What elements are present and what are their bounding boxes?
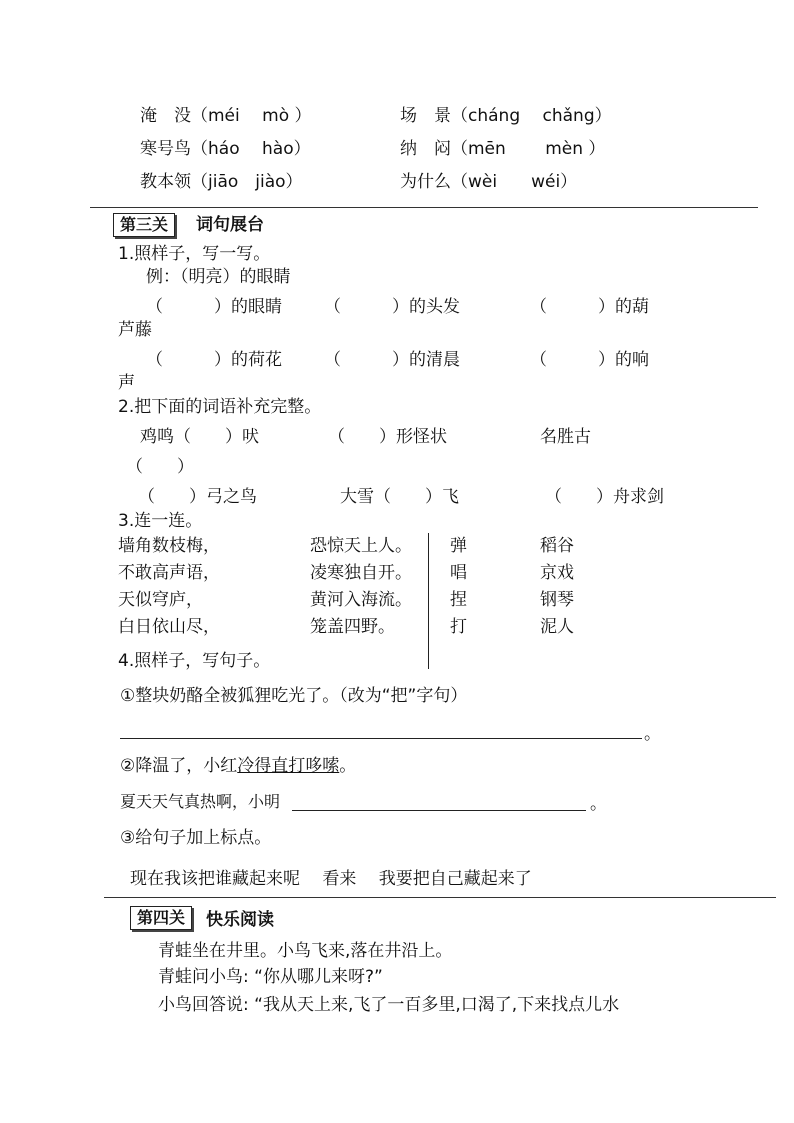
q4-sentence2	[120, 756, 356, 776]
q2-idiom-c: 名胜古	[540, 427, 591, 447]
q3-column-divider	[428, 533, 429, 669]
q4-punctuation-text: 现在我该把谁藏起来呢 看来 我要把自己藏起来了	[130, 869, 532, 889]
q4-answer-line2[interactable]	[292, 810, 586, 811]
q3-left-item: 墙角数枝梅，	[118, 536, 220, 556]
q3-verb: 打	[450, 617, 467, 637]
q3-mid-item: 恐惊天上人。	[310, 536, 412, 556]
q3-title: 3.连一连。	[118, 511, 203, 531]
q1-row2-a: （ ）的荷花	[146, 350, 282, 370]
q2-idiom-e: 大雪（ ）飞	[340, 487, 459, 507]
q3-verb: 唱	[450, 563, 467, 583]
q1-row1-wrap: 芦藤	[118, 320, 152, 340]
q4-answer-line1[interactable]	[120, 738, 642, 739]
pinyin-row1-right: 场 景（cháng chǎng）	[400, 106, 612, 126]
q4-sentence3: ③给句子加上标点。	[120, 828, 272, 848]
section4-badge: 第四关	[130, 906, 192, 930]
q3-left-item: 白日依山尽，	[118, 617, 220, 637]
reading-paragraph: 青蛙问小鸟: “你从哪儿来呀?”	[158, 967, 383, 987]
q2-idiom-f: （ ）舟求剑	[545, 487, 664, 507]
q3-noun: 京戏	[540, 563, 574, 583]
pinyin-row1-left: 淹 没（méi mò ）	[140, 106, 312, 126]
q1-row2-c: （ ）的响	[530, 350, 649, 370]
q3-verb: 捏	[450, 590, 467, 610]
q4-sentence2-prefix: ②降温了，小红	[120, 756, 238, 776]
pinyin-row2-right: 纳 闷（mēn mèn ）	[400, 139, 606, 159]
pinyin-row2-left: 寒号鸟（háo hào）	[140, 139, 311, 159]
q3-mid-item: 笼盖四野。	[310, 617, 395, 637]
q3-noun: 钢琴	[540, 590, 574, 610]
reading-paragraph: 青蛙坐在井里。小鸟飞来,落在井沿上。	[158, 941, 453, 961]
q1-row2-wrap: 声	[118, 373, 135, 393]
q4-answer-line2-end: 。	[590, 794, 607, 814]
q4-task2: 夏天天气真热啊，小明	[120, 792, 281, 811]
q3-noun: 稻谷	[540, 536, 574, 556]
q3-left-item: 天似穹庐，	[118, 590, 203, 610]
q3-mid-item: 黄河入海流。	[310, 590, 412, 610]
section3-badge: 第三关	[113, 213, 175, 237]
q3-noun: 泥人	[540, 617, 574, 637]
q2-idiom-d: （ ）弓之鸟	[138, 487, 257, 507]
divider	[104, 897, 776, 898]
q2-idiom-b: （ ）形怪状	[328, 427, 447, 447]
q3-left-item: 不敢高声语，	[118, 563, 220, 583]
section4-title: 快乐阅读	[206, 910, 274, 930]
q4-title: 4.照样子，写句子。	[118, 651, 271, 671]
q1-title: 1.照样子，写一写。	[118, 244, 271, 264]
q4-sentence2-underlined: 冷得直打哆嗦	[237, 756, 340, 776]
q2-idiom-a: 鸡鸣（ ）吠	[140, 427, 259, 447]
q1-row2-b: （ ）的清晨	[324, 350, 460, 370]
pinyin-row3-right: 为什么（wèi wéi）	[400, 172, 578, 192]
q1-row1-b: （ ）的头发	[324, 297, 460, 317]
reading-paragraph: 小鸟回答说: “我从天上来,飞了一百多里,口渴了,下来找点儿水	[158, 995, 620, 1015]
q1-row1-a: （ ）的眼睛	[146, 297, 282, 317]
q3-mid-item: 凌寒独自开。	[310, 563, 412, 583]
q4-sentence1: ①整块奶酪全被狐狸吃光了。（改为“把”字句）	[120, 686, 468, 706]
q4-answer-line1-end: 。	[644, 724, 661, 744]
q4-sentence2-suffix: 。	[339, 756, 357, 776]
q3-verb: 弹	[450, 536, 467, 556]
q1-row1-c: （ ）的葫	[530, 297, 649, 317]
q2-idiom-c-wrap: （ ）	[126, 457, 194, 477]
q1-example: 例：（明亮）的眼睛	[146, 267, 291, 287]
divider	[90, 207, 758, 208]
q2-title: 2.把下面的词语补充完整。	[118, 397, 322, 417]
pinyin-row3-left: 教本领（jiāo jiào）	[140, 172, 303, 192]
section3-title: 词句展台	[196, 215, 264, 235]
